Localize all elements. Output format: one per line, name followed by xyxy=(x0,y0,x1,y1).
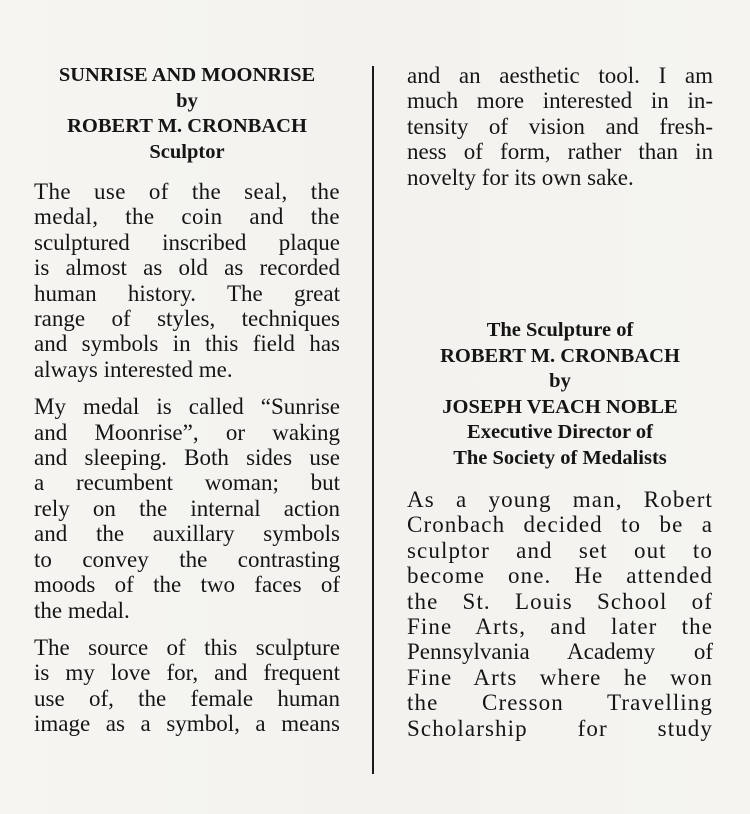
left-paragraph-3 xyxy=(34,635,340,737)
text-line: tensity of vision and fresh- xyxy=(407,113,713,139)
text-line: much more interested in in- xyxy=(407,88,713,114)
text-line: range of styles, techniques xyxy=(34,306,340,332)
heading-author: ROBERT M. CRONBACH xyxy=(440,344,680,367)
text-line: medal, the coin and the xyxy=(34,204,340,230)
text-line: image as a symbol, a means xyxy=(34,711,340,737)
text-line: sculptor and set out to xyxy=(407,537,713,563)
text-line: The source of this sculpture xyxy=(34,634,340,660)
left-paragraph-2 xyxy=(34,394,340,623)
text-line: and symbols in this field has xyxy=(34,331,340,357)
text-line: the medal. xyxy=(34,597,130,623)
column-divider xyxy=(372,66,374,774)
text-line: to convey the contrasting xyxy=(34,546,340,572)
text-line: become one. He attended xyxy=(407,563,713,589)
heading-by: by xyxy=(176,89,198,112)
left-heading xyxy=(34,63,340,165)
text-line: human history. The great xyxy=(34,280,340,306)
text-line: a recumbent woman; but xyxy=(34,470,340,496)
text-line: sculptured inscribed plaque xyxy=(34,229,340,255)
right-paragraph xyxy=(407,487,713,741)
text-line: rely on the internal action xyxy=(34,495,340,521)
heading-writer: JOSEPH VEACH NOBLE xyxy=(442,395,678,418)
text-line: novelty for its own sake. xyxy=(407,164,634,190)
heading-title1: Executive Director of xyxy=(467,421,653,443)
text-line: is my love for, and frequent xyxy=(34,660,340,686)
text-line: and the auxillary symbols xyxy=(34,521,340,547)
heading-by: by xyxy=(549,370,571,392)
heading-role: Sculptor xyxy=(149,140,225,163)
text-line: As a young man, Robert xyxy=(407,487,713,512)
text-line: always interested me. xyxy=(34,356,233,382)
text-line: use of, the female human xyxy=(34,685,340,711)
text-line: and sleeping. Both sides use xyxy=(34,445,340,471)
right-column-top xyxy=(407,63,713,190)
heading-title: SUNRISE AND MOONRISE xyxy=(58,64,316,86)
text-line: The use of the seal, the xyxy=(34,179,340,204)
text-line: and Moonrise”, or waking xyxy=(34,419,340,445)
right-paragraph-continued xyxy=(407,63,713,190)
text-line: My medal is called “Sunrise xyxy=(34,394,340,420)
heading-author: ROBERT M. CRONBACH xyxy=(67,115,307,137)
text-line: Scholarship for study xyxy=(407,715,713,741)
text-line: Fine Arts where he won xyxy=(407,664,713,690)
text-line: the Cresson Travelling xyxy=(407,690,713,716)
text-line: ness of form, rather than in xyxy=(407,139,713,165)
text-line: moods of the two faces of xyxy=(34,572,340,598)
text-line: Fine Arts, and later the xyxy=(407,614,713,640)
left-column xyxy=(34,63,340,749)
left-paragraph-1 xyxy=(34,179,340,382)
text-line: and an aesthetic tool. I am xyxy=(407,63,713,88)
right-heading xyxy=(407,318,713,471)
text-line: Pennsylvania Academy of xyxy=(407,639,713,665)
text-line: the St. Louis School of xyxy=(407,588,713,614)
text-line: Cronbach decided to be a xyxy=(407,512,713,538)
heading-line1: The Sculpture of xyxy=(486,319,634,341)
text-line: is almost as old as recorded xyxy=(34,255,340,281)
heading-title2: The Society of Medalists xyxy=(453,446,667,469)
